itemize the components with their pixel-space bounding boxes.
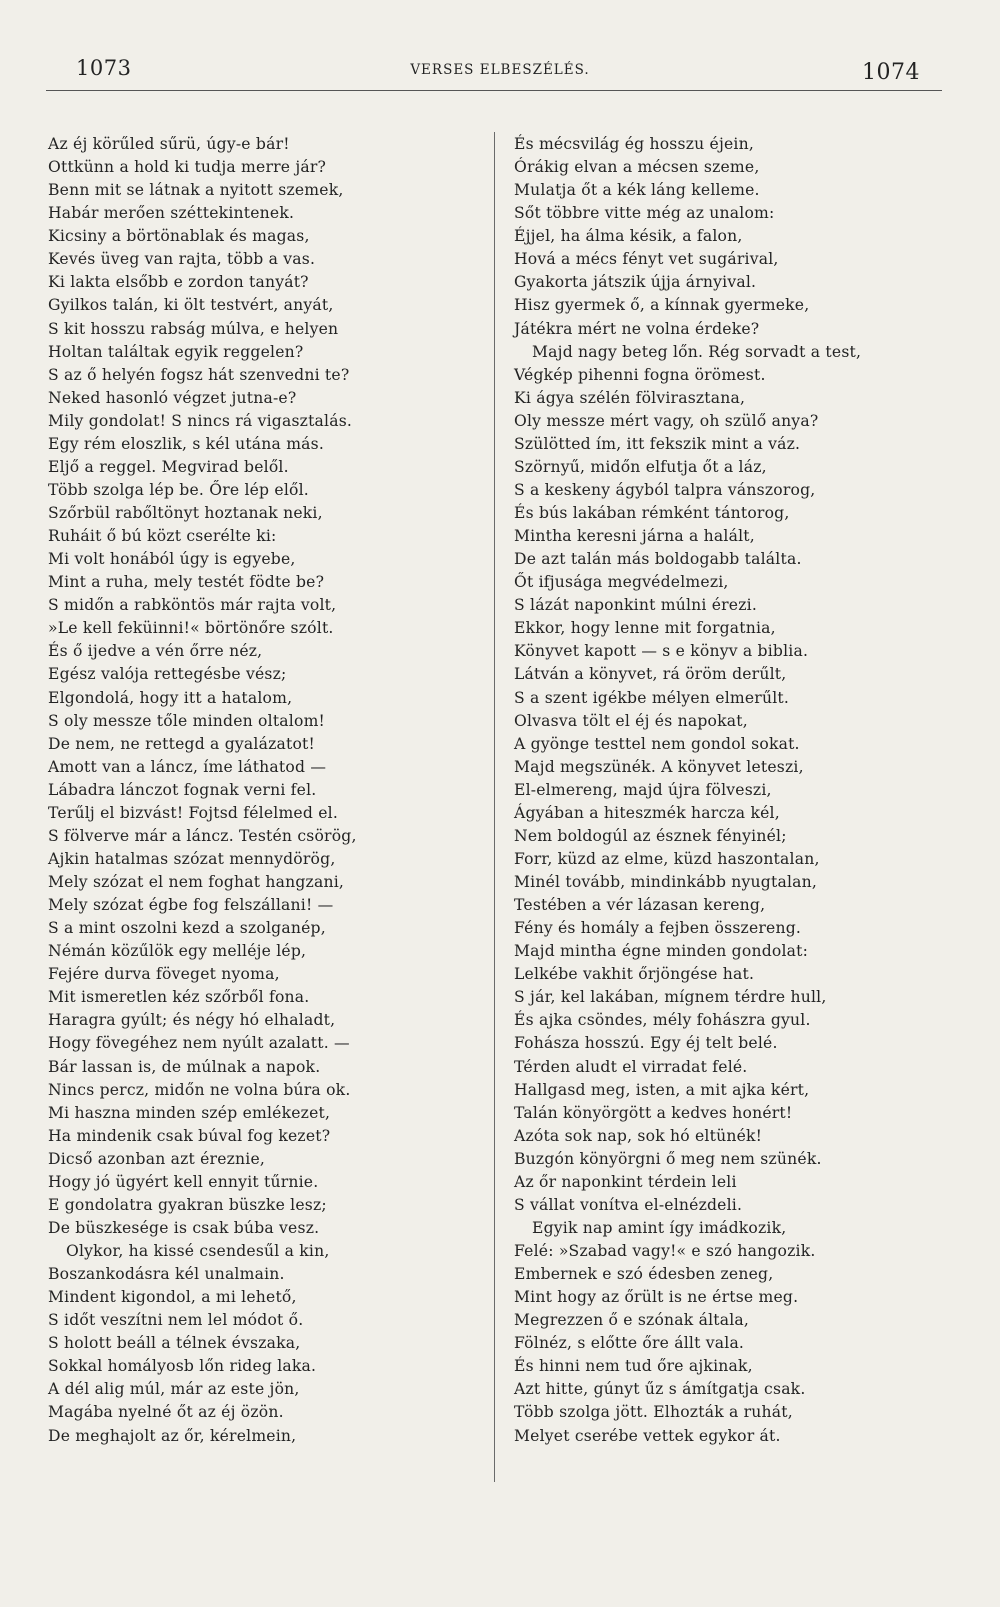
verse-line: Térden aludt el virradat felé. bbox=[514, 1057, 748, 1076]
verse-line: Végkép pihenni fogna örömest. bbox=[514, 365, 766, 384]
verse-line: Könyvet kapott — s e könyv a biblia. bbox=[514, 642, 809, 661]
verse-line: Olvasva tölt el éj és napokat, bbox=[514, 711, 748, 730]
verse-line: Fölnéz, s előtte őre állt vala. bbox=[514, 1334, 745, 1353]
verse-line: S a mint oszolni kezd a szolganép, bbox=[48, 919, 326, 938]
verse-line: Haragra gyúlt; és négy hó elhaladt, bbox=[48, 1011, 336, 1030]
verse-line: S midőn a rabköntös már rajta volt, bbox=[48, 596, 337, 615]
verse-line: Minél tovább, mindinkább nyugtalan, bbox=[514, 873, 818, 891]
verse-line: Majd megszünék. A könyvet leteszi, bbox=[514, 757, 804, 776]
verse-line: S kit hosszu rabság múlva, e helyen bbox=[48, 319, 339, 338]
verse-line: Megrezzen ő e szónak általa, bbox=[514, 1311, 750, 1330]
verse-line: Nem boldogúl az észnek fényinél; bbox=[514, 826, 787, 845]
verse-line: Lelkébe vakhit őrjöngése hat. bbox=[514, 965, 755, 984]
verse-line: Embernek e szó édesben zeneg, bbox=[514, 1265, 774, 1284]
verse-line: Sőt többre vitte még az unalom: bbox=[514, 204, 775, 223]
verse-line: De meghajolt az őr, kérelmein, bbox=[48, 1426, 297, 1445]
verse-line: És bús lakában rémként tántorog, bbox=[514, 504, 790, 522]
verse-line: Ki lakta elsőbb e zordon tanyát? bbox=[48, 273, 309, 292]
verse-line: Fejére durva föveget nyoma, bbox=[48, 965, 280, 984]
verse-line: Mely szózat égbe fog felszállani! — bbox=[48, 896, 334, 915]
verse-line: Ha mindenik csak búval fog kezet? bbox=[48, 1126, 331, 1145]
verse-line: Szörnyű, midőn elfutja őt a láz, bbox=[514, 457, 767, 476]
verse-line: S az ő helyén fogsz hát szenvedni te? bbox=[48, 365, 350, 384]
running-title: VERSES ELBESZÉLÉS. bbox=[410, 62, 590, 78]
verse-line: Oly messze mért vagy, oh szülő anya? bbox=[514, 411, 819, 430]
verse-line: Ágyában a hiteszmék harcza kél, bbox=[514, 803, 780, 822]
verse-line: Testében a vér lázasan kereng, bbox=[514, 896, 766, 915]
header-rule bbox=[46, 90, 942, 91]
verse-line: És mécsvilág ég hosszu éjein, bbox=[514, 135, 755, 153]
verse-line: Fohásza hosszú. Egy éj telt belé. bbox=[514, 1034, 778, 1053]
verse-line: Hová a mécs fényt vet sugárival, bbox=[514, 250, 779, 269]
verse-line: Több szolga lép be. Őre lép elől. bbox=[48, 480, 309, 499]
verse-line: Sokkal homályosb lőn rideg laka. bbox=[48, 1357, 317, 1376]
verse-line: Ruháit ő bú közt cserélte ki: bbox=[48, 527, 277, 546]
verse-line: Éjjel, ha álma késik, a falon, bbox=[514, 227, 743, 246]
verse-line: Boszankodásra kél unalmain. bbox=[48, 1265, 285, 1284]
page-header bbox=[0, 56, 1000, 92]
verse-line: Azóta sok nap, sok hó eltünék! bbox=[514, 1126, 763, 1145]
verse-line: És ajka csöndes, mély fohászra gyul. bbox=[514, 1011, 811, 1030]
right-page-number: 1074 bbox=[862, 60, 920, 85]
verse-line: Látván a könyvet, rá öröm derűlt, bbox=[514, 665, 787, 684]
verse-line: E gondolatra gyakran büszke lesz; bbox=[48, 1195, 327, 1214]
verse-line: Olykor, ha kissé csendesűl a kin, bbox=[66, 1242, 330, 1260]
verse-line: Hogy fövegéhez nem nyúlt azalatt. — bbox=[48, 1034, 350, 1053]
verse-line: A dél alig múl, már az este jön, bbox=[48, 1380, 300, 1399]
verse-line: Dicső azonban azt éreznie, bbox=[48, 1149, 266, 1168]
verse-line: Azt hitte, gúnyt űz s ámítgatja csak. bbox=[514, 1380, 806, 1399]
verse-line: Melyet cserébe vettek egykor át. bbox=[514, 1426, 781, 1445]
verse-line: Egy rém eloszlik, s kél utána más. bbox=[48, 434, 325, 453]
verse-line: A gyönge testtel nem gondol sokat. bbox=[514, 734, 800, 753]
verse-line: De nem, ne rettegd a gyalázatot! bbox=[48, 734, 315, 753]
verse-line: Gyilkos talán, ki ölt testvért, anyát, bbox=[48, 296, 334, 315]
verse-line: S fölverve már a láncz. Testén csörög, bbox=[48, 826, 357, 845]
verse-line: Kicsiny a börtönablak és magas, bbox=[48, 227, 310, 246]
verse-line: Őt ifjusága megvédelmezi, bbox=[514, 573, 729, 592]
verse-line: S holott beáll a télnek évszaka, bbox=[48, 1334, 301, 1353]
verse-line: Ekkor, hogy lenne mit forgatnia, bbox=[514, 619, 776, 638]
verse-line: És hinni nem tud őre ajkinak, bbox=[514, 1357, 753, 1376]
verse-line: De büszkesége is csak búba vesz. bbox=[48, 1218, 320, 1237]
verse-line: Egész valója rettegésbe vész; bbox=[48, 665, 287, 684]
verse-line: Elgondolá, hogy itt a hatalom, bbox=[48, 688, 293, 707]
verse-line: Hisz gyermek ő, a kínnak gyermeke, bbox=[514, 296, 810, 315]
verse-line: Ki ágya szélén fölvirasztana, bbox=[514, 388, 746, 407]
verse-line: Majd nagy beteg lőn. Rég sorvadt a test, bbox=[532, 342, 862, 361]
verse-line: Neked hasonló végzet jutna-e? bbox=[48, 388, 297, 407]
left-column bbox=[48, 133, 488, 1448]
verse-line: Amott van a láncz, íme láthatod — bbox=[48, 757, 327, 776]
verse-line: Felé: »Szabad vagy!« e szó hangozik. bbox=[514, 1242, 816, 1260]
verse-line: Mint hogy az őrült is ne értse meg. bbox=[514, 1288, 799, 1307]
verse-line: S oly messze tőle minden oltalom! bbox=[48, 711, 326, 730]
verse-line: Eljő a reggel. Megvirad belől. bbox=[48, 457, 289, 476]
verse-line: Játékra mért ne volna érdeke? bbox=[514, 319, 760, 338]
verse-line: Hogy jó ügyért kell ennyit tűrnie. bbox=[48, 1172, 319, 1191]
verse-line: Mely szózat el nem foghat hangzani, bbox=[48, 873, 345, 891]
verse-line: Az őr naponkint térdein leli bbox=[514, 1172, 737, 1191]
verse-line: Mintha keresni járna a halált, bbox=[514, 527, 755, 546]
verse-line: Talán könyörgött a kedves honért! bbox=[514, 1103, 793, 1122]
verse-line: S vállat vonítva el-elnézdeli. bbox=[514, 1195, 743, 1214]
verse-line: Mi haszna minden szép emlékezet, bbox=[48, 1103, 331, 1122]
verse-line: S a szent igékbe mélyen elmerűlt. bbox=[514, 688, 789, 707]
verse-line: Ajkin hatalmas szózat mennydörög, bbox=[48, 849, 336, 868]
verse-line: Kevés üveg van rajta, több a vas. bbox=[48, 250, 316, 269]
verse-line: Mulatja őt a kék láng kelleme. bbox=[514, 181, 760, 200]
verse-line: Habár merően széttekintenek. bbox=[48, 204, 295, 223]
verse-line: Mi volt honából úgy is egyebe, bbox=[48, 550, 296, 569]
verse-line: S jár, kel lakában, mígnem térdre hull, bbox=[514, 988, 827, 1007]
verse-line: Ottkünn a hold ki tudja merre jár? bbox=[48, 158, 327, 177]
verse-line: Majd mintha égne minden gondolat: bbox=[514, 942, 809, 961]
verse-line: Lábadra lánczot fognak verni fel. bbox=[48, 780, 317, 799]
verse-line: Bár lassan is, de múlnak a napok. bbox=[48, 1057, 321, 1076]
verse-line: S a keskeny ágyból talpra vánszorog, bbox=[514, 480, 816, 499]
verse-line: Mint a ruha, mely testét födte be? bbox=[48, 573, 325, 592]
verse-line: Az éj körűled sűrü, úgy-e bár! bbox=[48, 135, 290, 153]
column-divider bbox=[494, 132, 495, 1482]
verse-line: Gyakorta játszik újja árnyival. bbox=[514, 273, 757, 292]
verse-line: Fény és homály a fejben összereng. bbox=[514, 919, 802, 938]
verse-line: Órákig elvan a mécsen szeme, bbox=[514, 158, 760, 177]
verse-line: Szőrbül rabőltönyt hoztanak neki, bbox=[48, 504, 323, 522]
verse-line: S lázát naponkint múlni érezi. bbox=[514, 596, 757, 615]
verse-line: Buzgón könyörgni ő meg nem szünék. bbox=[514, 1149, 822, 1168]
verse-line: Mily gondolat! S nincs rá vigasztalás. bbox=[48, 411, 353, 430]
verse-line: S időt veszítni nem lel módot ő. bbox=[48, 1311, 304, 1330]
verse-line: Mit ismeretlen kéz szőrből fona. bbox=[48, 988, 310, 1007]
verse-line: Szülötted ím, itt fekszik mint a váz. bbox=[514, 434, 801, 453]
verse-line: Mindent kigondol, a mi lehető, bbox=[48, 1288, 297, 1307]
verse-line: »Le kell feküinni!« börtönőre szólt. bbox=[48, 619, 334, 638]
verse-line: Magába nyelné őt az éj özön. bbox=[48, 1403, 284, 1422]
verse-line: Egyik nap amint így imádkozik, bbox=[532, 1218, 787, 1237]
verse-line: De azt talán más boldogabb találta. bbox=[514, 550, 802, 569]
verse-line: Terűlj el bizvást! Fojtsd félelmed el. bbox=[48, 803, 338, 822]
right-column bbox=[514, 133, 944, 1448]
verse-line: Több szolga jött. Elhozták a ruhát, bbox=[514, 1403, 793, 1422]
verse-line: Benn mit se látnak a nyitott szemek, bbox=[48, 181, 344, 200]
left-page-number: 1073 bbox=[76, 56, 132, 80]
verse-line: Holtan találtak egyik reggelen? bbox=[48, 342, 304, 361]
verse-line: Némán közűlök egy melléje lép, bbox=[48, 942, 307, 961]
verse-line: És ő ijedve a vén őrre néz, bbox=[48, 642, 263, 661]
verse-line: El-elmereng, majd újra fölveszi, bbox=[514, 780, 772, 799]
verse-line: Forr, küzd az elme, küzd haszontalan, bbox=[514, 849, 820, 868]
verse-line: Nincs percz, midőn ne volna búra ok. bbox=[48, 1080, 351, 1099]
verse-line: Hallgasd meg, isten, a mit ajka kért, bbox=[514, 1080, 810, 1099]
